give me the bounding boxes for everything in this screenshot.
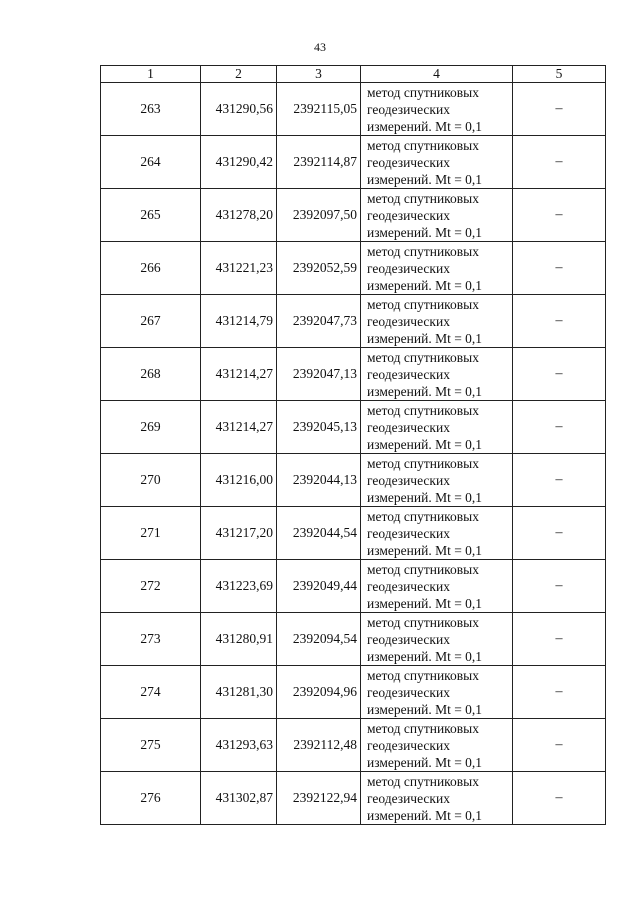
y-coordinate-cell: 2392052,59 [277,242,361,295]
table-row [101,401,606,454]
x-coordinate-cell: 431221,23 [201,242,277,295]
y-coordinate-cell: 2392045,13 [277,401,361,454]
method-cell: метод спутниковых геодезических измерений. Mt = 0,1 [361,348,513,401]
point-number-cell: 270 [101,454,201,507]
x-coordinate-cell: 431302,87 [201,772,277,825]
x-coordinate-cell: 431214,27 [201,401,277,454]
table-row [101,613,606,666]
note-cell: – [513,560,606,613]
x-coordinate-cell: 431278,20 [201,189,277,242]
x-coordinate-cell: 431293,63 [201,719,277,772]
note-cell: – [513,613,606,666]
point-number-cell: 266 [101,242,201,295]
point-number-cell: 263 [101,83,201,136]
table-row [101,719,606,772]
y-coordinate-cell: 2392094,96 [277,666,361,719]
table-row [101,454,606,507]
point-number-cell: 275 [101,719,201,772]
header-col-4: 4 [361,66,513,83]
point-number-cell: 267 [101,295,201,348]
point-number-cell: 273 [101,613,201,666]
method-cell: метод спутниковых геодезических измерений. Mt = 0,1 [361,136,513,189]
header-col-5: 5 [513,66,606,83]
point-number-cell: 269 [101,401,201,454]
method-cell: метод спутниковых геодезических измерений. Mt = 0,1 [361,454,513,507]
method-cell: метод спутниковых геодезических измерений. Mt = 0,1 [361,242,513,295]
y-coordinate-cell: 2392047,13 [277,348,361,401]
y-coordinate-cell: 2392115,05 [277,83,361,136]
point-number-cell: 264 [101,136,201,189]
y-coordinate-cell: 2392049,44 [277,560,361,613]
y-coordinate-cell: 2392122,94 [277,772,361,825]
method-cell: метод спутниковых геодезических измерений. Mt = 0,1 [361,295,513,348]
note-cell: – [513,507,606,560]
method-cell: метод спутниковых геодезических измерений. Mt = 0,1 [361,772,513,825]
note-cell: – [513,295,606,348]
y-coordinate-cell: 2392094,54 [277,613,361,666]
method-cell: метод спутниковых геодезических измерений. Mt = 0,1 [361,719,513,772]
table-row [101,295,606,348]
table-row [101,666,606,719]
method-cell: метод спутниковых геодезических измерений. Mt = 0,1 [361,83,513,136]
table-row [101,83,606,136]
note-cell: – [513,83,606,136]
note-cell: – [513,401,606,454]
note-cell: – [513,136,606,189]
table-row [101,772,606,825]
x-coordinate-cell: 431217,20 [201,507,277,560]
table-body [101,83,606,825]
table-row [101,242,606,295]
y-coordinate-cell: 2392044,13 [277,454,361,507]
note-cell: – [513,772,606,825]
x-coordinate-cell: 431280,91 [201,613,277,666]
page-number: 43 [314,40,326,54]
method-cell: метод спутниковых геодезических измерений. Mt = 0,1 [361,507,513,560]
header-col-3: 3 [277,66,361,83]
x-coordinate-cell: 431216,00 [201,454,277,507]
note-cell: – [513,242,606,295]
point-number-cell: 268 [101,348,201,401]
x-coordinate-cell: 431281,30 [201,666,277,719]
point-number-cell: 271 [101,507,201,560]
note-cell: – [513,348,606,401]
method-cell: метод спутниковых геодезических измерений. Mt = 0,1 [361,613,513,666]
note-cell: – [513,719,606,772]
table-header [101,66,606,83]
x-coordinate-cell: 431223,69 [201,560,277,613]
table-row [101,136,606,189]
header-col-2: 2 [201,66,277,83]
x-coordinate-cell: 431214,27 [201,348,277,401]
method-cell: метод спутниковых геодезических измерений. Mt = 0,1 [361,401,513,454]
note-cell: – [513,666,606,719]
table-row [101,189,606,242]
y-coordinate-cell: 2392097,50 [277,189,361,242]
table-row [101,348,606,401]
header-row [101,66,606,83]
note-cell: – [513,189,606,242]
table-row [101,560,606,613]
method-cell: метод спутниковых геодезических измерений. Mt = 0,1 [361,189,513,242]
x-coordinate-cell: 431290,56 [201,83,277,136]
point-number-cell: 276 [101,772,201,825]
x-coordinate-cell: 431214,79 [201,295,277,348]
coordinates-table [100,65,606,825]
y-coordinate-cell: 2392047,73 [277,295,361,348]
point-number-cell: 272 [101,560,201,613]
y-coordinate-cell: 2392114,87 [277,136,361,189]
method-cell: метод спутниковых геодезических измерений. Mt = 0,1 [361,560,513,613]
header-col-1: 1 [101,66,201,83]
x-coordinate-cell: 431290,42 [201,136,277,189]
note-cell: – [513,454,606,507]
y-coordinate-cell: 2392112,48 [277,719,361,772]
table-row [101,507,606,560]
y-coordinate-cell: 2392044,54 [277,507,361,560]
method-cell: метод спутниковых геодезических измерений. Mt = 0,1 [361,666,513,719]
point-number-cell: 274 [101,666,201,719]
point-number-cell: 265 [101,189,201,242]
